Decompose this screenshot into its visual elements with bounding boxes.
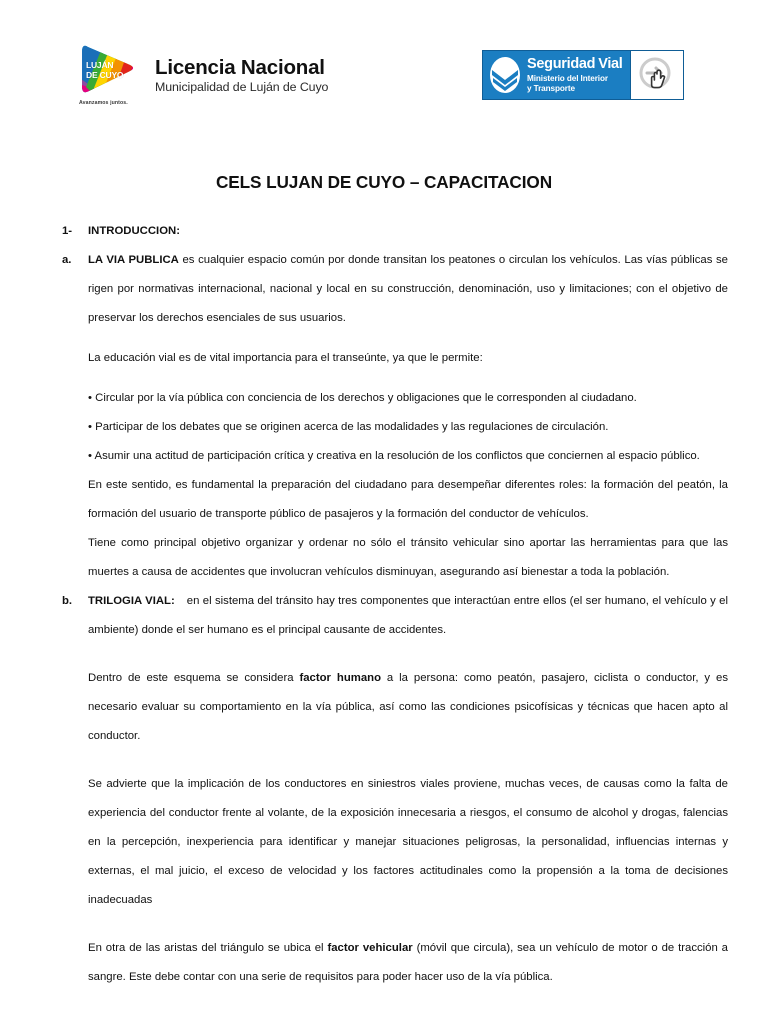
municipalidad-subtitle: Municipalidad de Luján de Cuyo (155, 80, 329, 94)
spacer (62, 333, 728, 344)
seguridad-vial-text (527, 57, 623, 93)
vial-word: Vial (598, 55, 623, 72)
document-body (62, 217, 728, 992)
item-a-bullet-list (88, 384, 728, 471)
seguridad-vial-banner (483, 51, 630, 99)
lujan-wordmark-line2: DE CUYO (86, 69, 124, 80)
item-b-text (88, 587, 728, 645)
document-header (0, 0, 768, 132)
ministerio-line1: Ministerio del Interior (527, 74, 608, 84)
item-a-lead-rest: es cualquier espacio común por donde transitan los peatones o circulan los vehículos. Las vías públicas se rigen por normativas internacional, nacional y local en su construcción, denominación, uso y limitaciones; con el objetivo de preservar los derechos esenciales de sus usuarios. (88, 254, 728, 324)
item-b-p3-post: (móvil que circula), sea un vehículo de motor o de tracción a sangre. Este debe contar con una serie de requisitos para poder hacer uso de la vía pública. (88, 942, 728, 983)
seguridad-word: Seguridad (527, 55, 596, 72)
item-b (62, 587, 728, 645)
list-item: • Participar de los debates que se originen acerca de las modalidades y las regulaciones de circulación. (88, 421, 609, 433)
section-1-marker: 1- (62, 225, 73, 237)
spacer (62, 373, 728, 384)
lujan-de-cuyo-logo-group (78, 43, 140, 115)
list-item: • Circular por la vía pública con conciencia de los derechos y obligaciones que le corresponden al ciudadano. (88, 392, 637, 404)
item-b-paragraph-2: Se advierte que la implicación de los conductores en siniestros viales proviene, muchas veces, de causas como la falta de experiencia del conductor frente al volante, de la exposición innecesaria a riesgos, el consumo de alcohol y drogas, falencias en la percepción, inexperiencia para identificar y manejar situaciones peligrosas, la personalidad, influencias internas y externas, el mal juicio, el exceso de velocidad y los factores actitudinales como la propensión a la toma de decisiones inadecuadas (88, 778, 728, 906)
item-b-p1-pre: Dentro de este esquema se considera (88, 672, 300, 684)
page-title: CELS LUJAN DE CUYO – CAPACITACION (215, 172, 553, 192)
lujan-wordmark-line1: LUJÁN (86, 60, 114, 70)
spacer (62, 915, 728, 934)
item-a-paragraph-2: La educación vial es de vital importancia para el transeúnte, ya que le permite: (88, 352, 483, 364)
item-b-lead-bold: TRILOGIA VIAL: (88, 595, 175, 607)
item-b-paragraph-1 (88, 664, 728, 751)
item-a (62, 246, 728, 333)
licencia-nacional-title: Licencia Nacional (155, 56, 325, 79)
item-a-paragraph-4: Tiene como principal objetivo organizar y ordenar no sólo el tránsito vehicular sino aportar las herramientas para que las muertes a causa de accidentes que involucran vehículos disminuyan, asegurando así bienestar a toda la población. (88, 537, 728, 578)
item-b-p3-bold: factor vehicular (327, 942, 413, 954)
item-a-lead-bold: LA VIA PUBLICA (88, 254, 179, 266)
item-b-p1-bold: factor humano (299, 672, 382, 684)
spacer (62, 645, 728, 664)
item-b-lead-rest: en el sistema del tránsito hay tres componentes que interactúan entre ellos (el ser humano, el vehículo y el ambiente) donde el ser humano es el principal causante de accidentes. (88, 595, 728, 636)
ministerio-line2: y Transporte (527, 83, 575, 93)
cursor-icon-box (630, 51, 683, 99)
item-b-p3-pre: En otra de las aristas del triángulo se ubica el (88, 942, 328, 954)
lujan-tagline: Avanzamos juntos. (79, 100, 128, 106)
section-1-heading: INTRODUCCION: (88, 225, 181, 237)
lujan-de-cuyo-logo (78, 43, 140, 115)
arrow-right-circle-icon (635, 54, 679, 96)
section-1-introduccion (62, 217, 728, 246)
seguridad-vial-emblem-icon (489, 56, 521, 94)
seguridad-vial-brand (527, 57, 623, 72)
list-item: • Asumir una actitud de participación crítica y creativa en la resolución de los conflictos que conciernen al espacio público. (88, 450, 700, 462)
spacer (62, 751, 728, 770)
seguridad-vial-logo-group (482, 50, 684, 100)
item-b-p1-post: a la persona: como peatón, pasajero, ciclista o conductor, y es necesario evaluar su comportamiento en la vía pública, así como las condiciones psicofísicas y técnicas que hacen apto al conductor. (88, 672, 729, 742)
lujan-wordmark (86, 61, 130, 80)
item-a-paragraph-3: En este sentido, es fundamental la preparación del ciudadano para desempeñar diferentes roles: la formación del peatón, la formación del usuario de transporte público de pasajeros y la formación del conductor de vehículos. (88, 479, 728, 520)
item-b-paragraph-3 (88, 934, 728, 992)
item-a-text (88, 246, 728, 333)
item-a-marker: a. (62, 254, 72, 266)
licencia-nacional-block (155, 56, 328, 95)
item-b-marker: b. (62, 595, 73, 607)
